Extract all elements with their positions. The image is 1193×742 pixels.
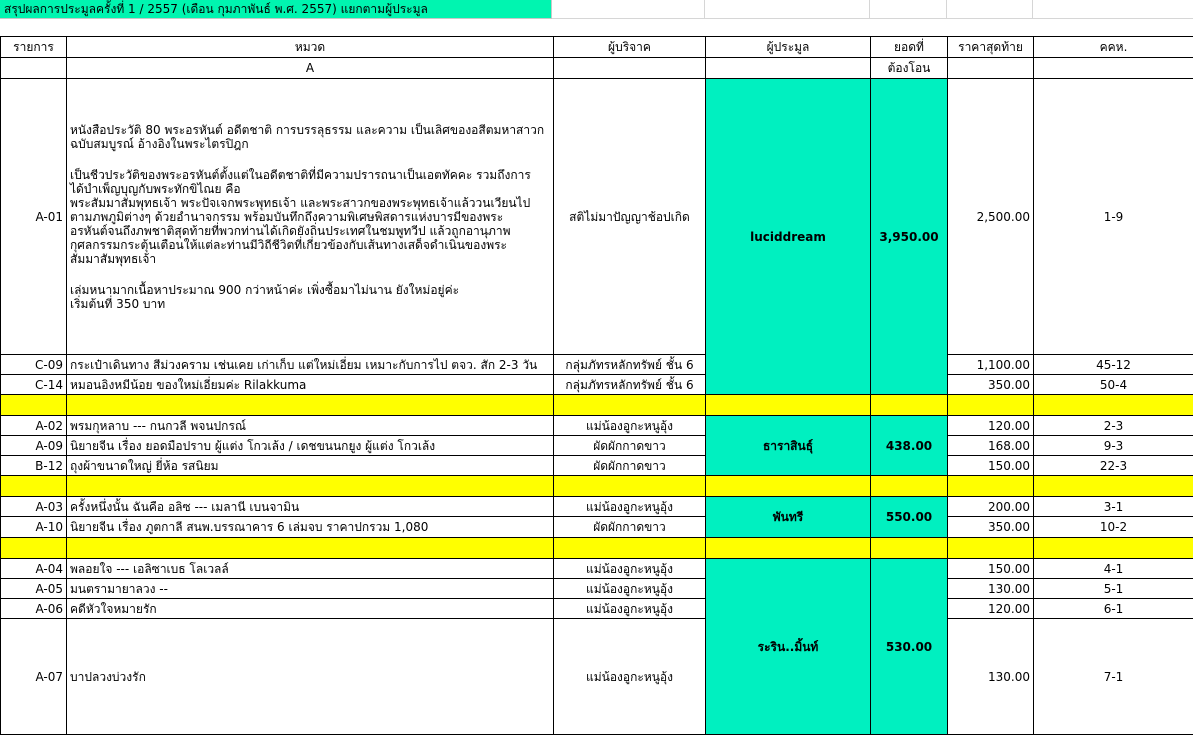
cell[interactable] <box>1 476 67 497</box>
item-id[interactable]: B-12 <box>1 456 67 476</box>
item-id[interactable]: A-01 <box>1 79 67 355</box>
item-id[interactable]: A-02 <box>1 416 67 436</box>
comment-code[interactable]: 6-1 <box>1034 599 1193 619</box>
comment-code[interactable]: 7-1 <box>1034 619 1193 735</box>
cell[interactable] <box>871 476 948 497</box>
final-price[interactable]: 350.00 <box>948 517 1034 538</box>
cell[interactable] <box>706 58 871 79</box>
desc-line: พระสัมมาสัมพุทธเจ้า พระปัจเจกพระพุทธเจ้า และพระสาวกของพระพุทธเจ้าแล้ววนเวียนไป <box>70 195 531 210</box>
desc-line: ได้บำเพ็ญบุญกับพระทักขิไณย คือ <box>70 181 241 196</box>
comment-code[interactable]: 3-1 <box>1034 497 1193 517</box>
desc-line: กุศลกรรมกระตุ้นเตือนให้แต่ละท่านมีวิถีชีวิตที่เกี่ยวข้องกับเส้นทางเสด็จดำเนินของพระ <box>70 237 507 252</box>
final-price[interactable]: 130.00 <box>948 579 1034 599</box>
comment-code[interactable]: 45-12 <box>1034 355 1193 375</box>
cell[interactable] <box>1034 476 1193 497</box>
comment-code[interactable]: 5-1 <box>1034 579 1193 599</box>
item-id[interactable]: A-05 <box>1 579 67 599</box>
header-donor[interactable]: ผู้บริจาค <box>554 37 706 58</box>
comment-code[interactable]: 2-3 <box>1034 416 1193 436</box>
item-id[interactable]: A-07 <box>1 619 67 735</box>
auction-table <box>0 36 1193 735</box>
item-description[interactable]: พลอยใจ --- เอลิซาเบธ โลเวลล์ <box>67 559 554 579</box>
cell[interactable] <box>1 58 67 79</box>
desc-line: หนังสือประวัติ 80 พระอรหันต์ อดีตชาติ การบรรลุธรรม และความ เป็นเลิศของอสีตมหาสาวก <box>70 122 545 137</box>
total-amount[interactable]: 3,950.00 <box>871 79 948 395</box>
item-description[interactable] <box>67 79 554 355</box>
gridline <box>946 0 947 19</box>
cell[interactable] <box>554 58 706 79</box>
cell[interactable] <box>67 538 554 559</box>
final-price[interactable]: 200.00 <box>948 497 1034 517</box>
desc-line: เล่มหนามากเนื้อหาประมาณ 900 กว่าหน้าค่ะ เพิ่งซื้อมาไม่นาน ยังใหม่อยู่ค่ะ <box>70 282 460 297</box>
table-row <box>1 497 1193 517</box>
cell[interactable] <box>1 538 67 559</box>
item-id[interactable]: C-09 <box>1 355 67 375</box>
cell[interactable] <box>1 395 67 416</box>
item-description[interactable]: ถุงผ้าขนาดใหญ่ ยี่ห้อ รสนิยม <box>67 456 554 476</box>
donor[interactable]: สติไม่มาปัญญาช้อปเกิด <box>554 79 706 355</box>
cell[interactable] <box>871 538 948 559</box>
donor[interactable]: แม่น้องอูกะหนูอุ้ง <box>554 599 706 619</box>
bidder-name[interactable]: luciddream <box>706 79 871 395</box>
cell[interactable] <box>706 395 871 416</box>
total-amount[interactable]: 438.00 <box>871 416 948 476</box>
donor[interactable]: แม่น้องอูกะหนูอุ้ง <box>554 619 706 735</box>
final-price[interactable]: 130.00 <box>948 619 1034 735</box>
item-description[interactable]: ครั้งหนึ่งนั้น ฉันคือ อลิซ --- เมลานี เบนจามิน <box>67 497 554 517</box>
desc-line <box>70 151 550 168</box>
item-id[interactable]: A-10 <box>1 517 67 538</box>
donor[interactable]: ผัดผักกาดขาว <box>554 436 706 456</box>
donor[interactable]: กลุ่มภัทรหลักทรัพย์ ชั้น 6 <box>554 375 706 395</box>
gridline <box>869 0 870 19</box>
cell[interactable] <box>871 395 948 416</box>
cell[interactable] <box>706 538 871 559</box>
table-row <box>1 599 1193 619</box>
total-amount[interactable]: 550.00 <box>871 497 948 538</box>
comment-code[interactable]: 10-2 <box>1034 517 1193 538</box>
cell[interactable] <box>948 395 1034 416</box>
item-description[interactable]: นิยายจีน เรื่อง ยอดมือปราบ ผู้แต่ง โกวเล้ง / เดชขนนกยูง ผู้แต่ง โกวเล้ง <box>67 436 554 456</box>
final-price[interactable]: 120.00 <box>948 599 1034 619</box>
header-bidder[interactable]: ผู้ประมูล <box>706 37 871 58</box>
table-row <box>1 375 1193 395</box>
header-category-sub[interactable]: A <box>67 58 554 79</box>
item-description[interactable]: หมอนอิงหมีน้อย ของใหม่เอี่ยมค่ะ Rilakkuma <box>67 375 554 395</box>
desc-line: เป็นชีวประวัติของพระอรหันต์ตั้งแต่ในอดีตชาติที่มีความปรารถนาเป็นเอตทัคคะ รวมถึงการ <box>70 167 531 182</box>
comment-code[interactable]: 22-3 <box>1034 456 1193 476</box>
desc-line: ตามภพภูมิต่างๆ ด้วยอำนาจกรรม พร้อมบันทึกถึงความพิเศษพิสดารแห่งบารมีของพระ <box>70 209 504 224</box>
header-total-sub[interactable]: ต้องโอน <box>871 58 948 79</box>
bidder-name[interactable]: ธาราสินธุ์ <box>706 416 871 476</box>
cell[interactable] <box>554 395 706 416</box>
cell[interactable] <box>706 476 871 497</box>
separator-row <box>1 538 1193 559</box>
cell[interactable] <box>948 538 1034 559</box>
separator-row <box>1 476 1193 497</box>
cell[interactable] <box>554 538 706 559</box>
cell[interactable] <box>1034 58 1193 79</box>
bidder-name[interactable]: พันทรี <box>706 497 871 538</box>
gridline <box>704 0 705 19</box>
cell[interactable] <box>67 395 554 416</box>
cell[interactable] <box>948 58 1034 79</box>
cell[interactable] <box>1034 538 1193 559</box>
item-id[interactable]: A-04 <box>1 559 67 579</box>
top-gridline <box>552 0 1193 19</box>
item-id[interactable]: A-09 <box>1 436 67 456</box>
cell[interactable] <box>67 476 554 497</box>
header-category[interactable]: หมวด <box>67 37 554 58</box>
header-item[interactable]: รายการ <box>1 37 67 58</box>
donor[interactable]: แม่น้องอูกะหนูอุ้ง <box>554 559 706 579</box>
cell[interactable] <box>948 476 1034 497</box>
desc-line <box>70 266 550 283</box>
donor[interactable]: แม่น้องอูกะหนูอุ้ง <box>554 416 706 436</box>
final-price[interactable]: 150.00 <box>948 456 1034 476</box>
donor[interactable]: แม่น้องอูกะหนูอุ้ง <box>554 497 706 517</box>
total-amount[interactable]: 530.00 <box>871 559 948 735</box>
header-code[interactable]: คคห. <box>1034 37 1193 58</box>
cell[interactable] <box>554 476 706 497</box>
item-id[interactable]: A-06 <box>1 599 67 619</box>
header-total[interactable]: ยอดที่ <box>871 37 948 58</box>
desc-line: เริ่มต้นที่ 350 บาท <box>70 296 166 311</box>
donor[interactable]: แม่น้องอูกะหนูอุ้ง <box>554 579 706 599</box>
table-row <box>1 559 1193 579</box>
item-description[interactable]: พรมกุหลาบ --- กนกวลี พจนปกรณ์ <box>67 416 554 436</box>
final-price[interactable]: 150.00 <box>948 559 1034 579</box>
final-price[interactable]: 2,500.00 <box>948 79 1034 355</box>
sheet-title[interactable]: สรุปผลการประมูลครั้งที่ 1 / 2557 (เดือน กุมภาพันธ์ พ.ศ. 2557) แยกตามผู้ประมูล <box>0 0 552 19</box>
table-row <box>1 355 1193 375</box>
bidder-name[interactable]: ระริน..มิ้นท์ <box>706 559 871 735</box>
table-row <box>1 456 1193 476</box>
final-price[interactable]: 350.00 <box>948 375 1034 395</box>
table-row <box>1 436 1193 456</box>
final-price[interactable]: 120.00 <box>948 416 1034 436</box>
table-row <box>1 416 1193 436</box>
table-row <box>1 619 1193 735</box>
item-description[interactable]: คดีหัวใจหมายรัก <box>67 599 554 619</box>
desc-line: สัมมาสัมพุทธเจ้า <box>70 251 157 266</box>
donor[interactable]: กลุ่มภัทรหลักทรัพย์ ชั้น 6 <box>554 355 706 375</box>
comment-code[interactable]: 1-9 <box>1034 79 1193 355</box>
donor[interactable]: ผัดผักกาดขาว <box>554 456 706 476</box>
gridline <box>1032 0 1033 19</box>
item-description[interactable]: นิยายจีน เรื่อง ภูตกาลี สนพ.บรรณาคาร 6 เล่มจบ ราคาปกรวม 1,080 <box>67 517 554 538</box>
donor[interactable]: ผัดผักกาดขาว <box>554 517 706 538</box>
final-price[interactable]: 1,100.00 <box>948 355 1034 375</box>
separator-row <box>1 395 1193 416</box>
cell[interactable] <box>1034 395 1193 416</box>
comment-code[interactable]: 50-4 <box>1034 375 1193 395</box>
table-row <box>1 79 1193 355</box>
item-description[interactable]: บาปลวงบ่วงรัก <box>67 619 554 735</box>
table-row <box>1 579 1193 599</box>
item-description[interactable]: มนตรามายาลวง -- <box>67 579 554 599</box>
desc-line: อรหันต์จนถึงภพชาติสุดท้ายที่พวกท่านได้เกิดยังถิ่นประเทศในชมพูทวีป แล้วถูกอานุภาพ <box>70 223 511 238</box>
comment-code[interactable]: 4-1 <box>1034 559 1193 579</box>
item-description[interactable]: กระเป๋าเดินทาง สีม่วงคราม เช่นเคย เก่าเก็บ แต่ใหม่เอี่ยม เหมาะกับการไป ตจว. สัก 2-3 วัน <box>67 355 554 375</box>
item-id[interactable]: C-14 <box>1 375 67 395</box>
header-final-price[interactable]: ราคาสุดท้าย <box>948 37 1034 58</box>
final-price[interactable]: 168.00 <box>948 436 1034 456</box>
item-id[interactable]: A-03 <box>1 497 67 517</box>
desc-line: ฉบับสมบูรณ์ อ้างอิงในพระไตรปิฎก <box>70 136 249 151</box>
table-row <box>1 517 1193 538</box>
comment-code[interactable]: 9-3 <box>1034 436 1193 456</box>
